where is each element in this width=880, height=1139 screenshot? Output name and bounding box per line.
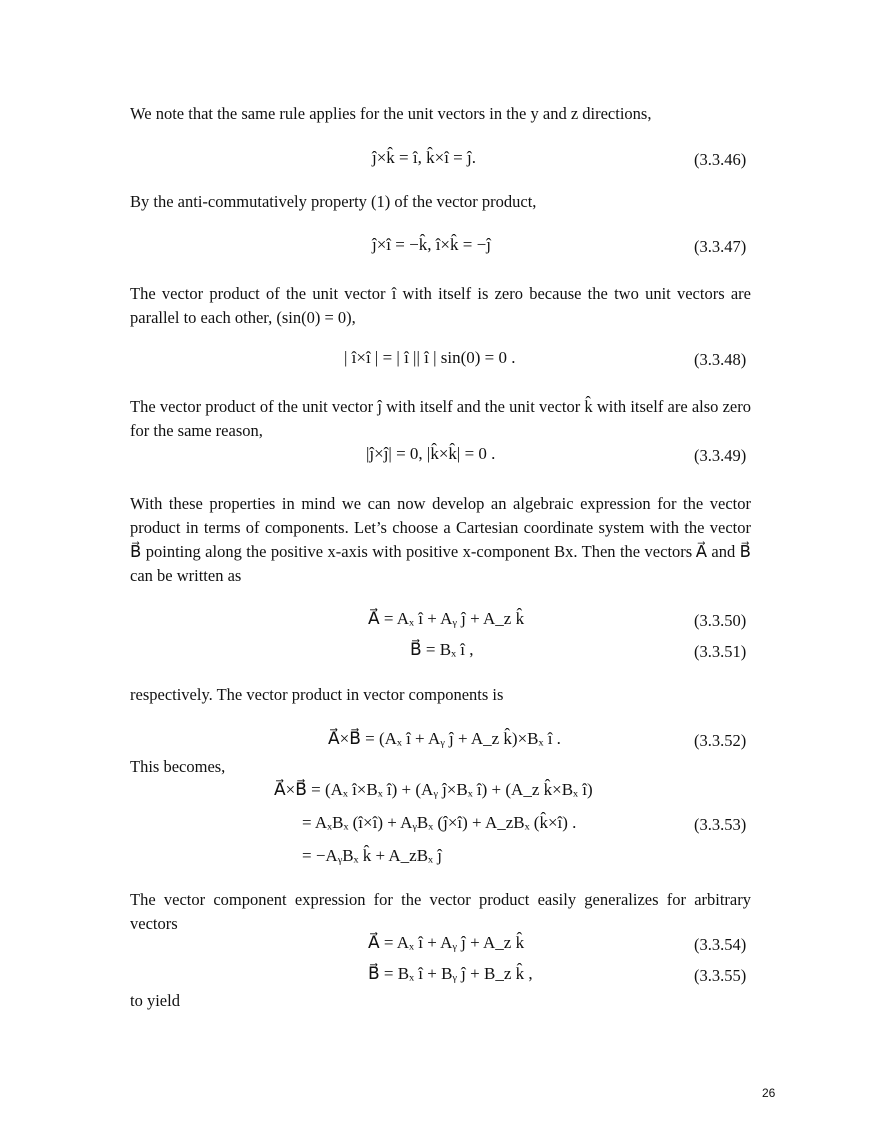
paragraph-to-yield: to yield	[130, 991, 180, 1010]
paragraph-vector-components: respectively. The vector product in vector components is	[130, 685, 504, 704]
equation-number-3-3-53: (3.3.53)	[694, 815, 747, 834]
equation-number-3-3-55: (3.3.55)	[694, 966, 747, 985]
equation-number-3-3-49: (3.3.49)	[694, 446, 747, 465]
equation-3-3-51: B⃗ = Bₓ î ,	[410, 640, 474, 659]
equation-3-3-54: A⃗ = Aₓ î + Aᵧ ĵ + A_z k̂	[368, 933, 525, 952]
equation-number-3-3-46: (3.3.46)	[694, 150, 747, 169]
equation-3-3-50: A⃗ = Aₓ î + Aᵧ ĵ + A_z k̂	[368, 609, 525, 628]
paragraph-generalization: The vector component expression for the vector product easily generalizes for arbitrary vectors	[130, 890, 751, 933]
equation-number-3-3-54: (3.3.54)	[694, 935, 747, 954]
equation-3-3-53-line1: A⃗×B⃗ = (Aₓ î×Bₓ î) + (Aᵧ ĵ×Bₓ î) + (A_z k̂×Bₓ î)	[274, 780, 593, 799]
equation-number-3-3-51: (3.3.51)	[694, 642, 747, 661]
paragraph-anticommutative: By the anti-commutatively property (1) of the vector product,	[130, 192, 537, 211]
equation-3-3-55: B⃗ = Bₓ î + Bᵧ ĵ + B_z k̂ ,	[368, 964, 533, 983]
equation-3-3-52: A⃗×B⃗ = (Aₓ î + Aᵧ ĵ + A_z k̂)×Bₓ î .	[328, 729, 561, 748]
paragraph-this-becomes: This becomes,	[130, 757, 226, 776]
paragraph-algebraic-expression: With these properties in mind we can now develop an algebraic expression for the vector product in terms of components. Let’s choose a Cartesian coordinate system with the vector B⃗ pointing along the positive x-axis with positive x-component Bx. Then the vectors A⃗ and B⃗ can be written as	[130, 494, 751, 585]
equation-3-3-48: | î×î | = | î || î | sin(0) = 0 .	[344, 348, 516, 367]
paragraph-unit-vectors-rule: We note that the same rule applies for the unit vectors in the y and z directions,	[130, 104, 652, 123]
equation-number-3-3-50: (3.3.50)	[694, 611, 747, 630]
page-number: 26	[762, 1086, 776, 1100]
equation-number-3-3-48: (3.3.48)	[694, 350, 747, 369]
paragraph-self-product: The vector product of the unit vector î with itself is zero because the two unit vectors are parallel to each other, (sin(0) = 0),	[130, 284, 751, 327]
equation-3-3-53-line2: = AₓBₓ (î×î) + AᵧBₓ (ĵ×î) + A_zBₓ (k̂×î) .	[302, 813, 577, 832]
equation-number-3-3-52: (3.3.52)	[694, 731, 747, 750]
equation-3-3-49: |ĵ×ĵ| = 0, |k̂×k̂| = 0 .	[366, 444, 496, 463]
equation-3-3-46: ĵ×k̂ = î, k̂×î = ĵ.	[372, 148, 476, 167]
equation-3-3-47: ĵ×î = −k̂, î×k̂ = −ĵ	[372, 235, 491, 254]
equation-3-3-53-line3: = −AᵧBₓ k̂ + A_zBₓ ĵ	[302, 846, 442, 865]
paragraph-self-product-zero: The vector product of the unit vector ĵ with itself and the unit vector k̂ with itself are also zero for the same reason,	[130, 397, 751, 440]
equation-number-3-3-47: (3.3.47)	[694, 237, 747, 256]
